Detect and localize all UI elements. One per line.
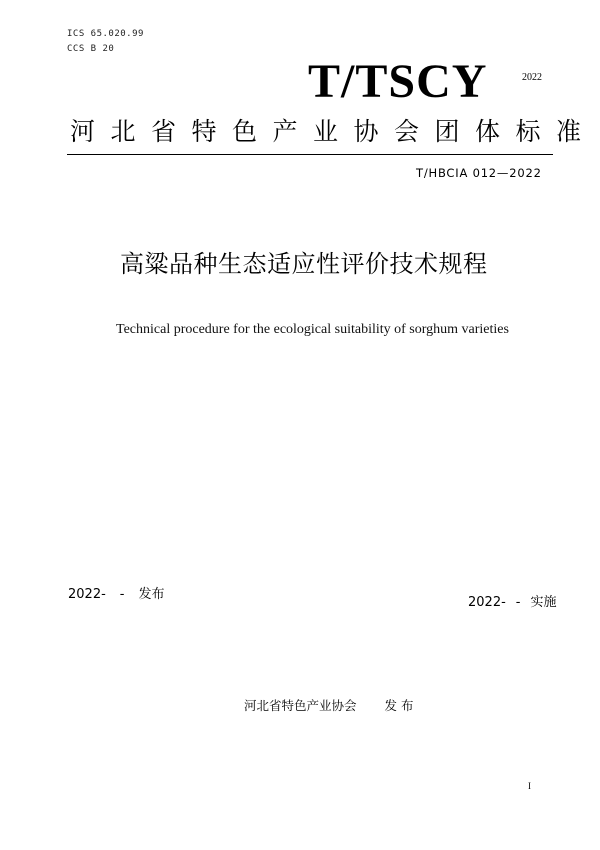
issuer-name: 河北省特色产业协会 [244, 698, 357, 713]
document-title-chinese: 高粱品种生态适应性评价技术规程 [120, 250, 488, 278]
organization-header: 河北省特色产业协会团体标准 [70, 117, 597, 146]
document-title-english: Technical procedure for the ecological suitability of sorghum varieties [116, 322, 509, 337]
implement-label: 实施 [530, 595, 557, 610]
standard-number: T/HBCIA 012—2022 [416, 166, 542, 180]
ics-code: ICS 65.020.99 [67, 29, 144, 39]
page-number: I [528, 781, 531, 791]
implement-dash: - [515, 595, 521, 610]
publish-date [68, 583, 165, 602]
standard-logo: T/TSCY [308, 55, 488, 108]
issuer-label: 发 布 [384, 698, 414, 713]
implementation-date [468, 591, 557, 610]
publish-label: 发布 [138, 587, 165, 602]
implement-year: 2022- [468, 595, 506, 610]
publish-dash: - [119, 587, 125, 602]
header-divider [67, 154, 553, 155]
ccs-code: CCS B 20 [67, 44, 115, 54]
standard-logo-year: 2022 [522, 72, 542, 83]
publish-year: 2022- [68, 587, 106, 602]
issuer-line [244, 696, 414, 714]
